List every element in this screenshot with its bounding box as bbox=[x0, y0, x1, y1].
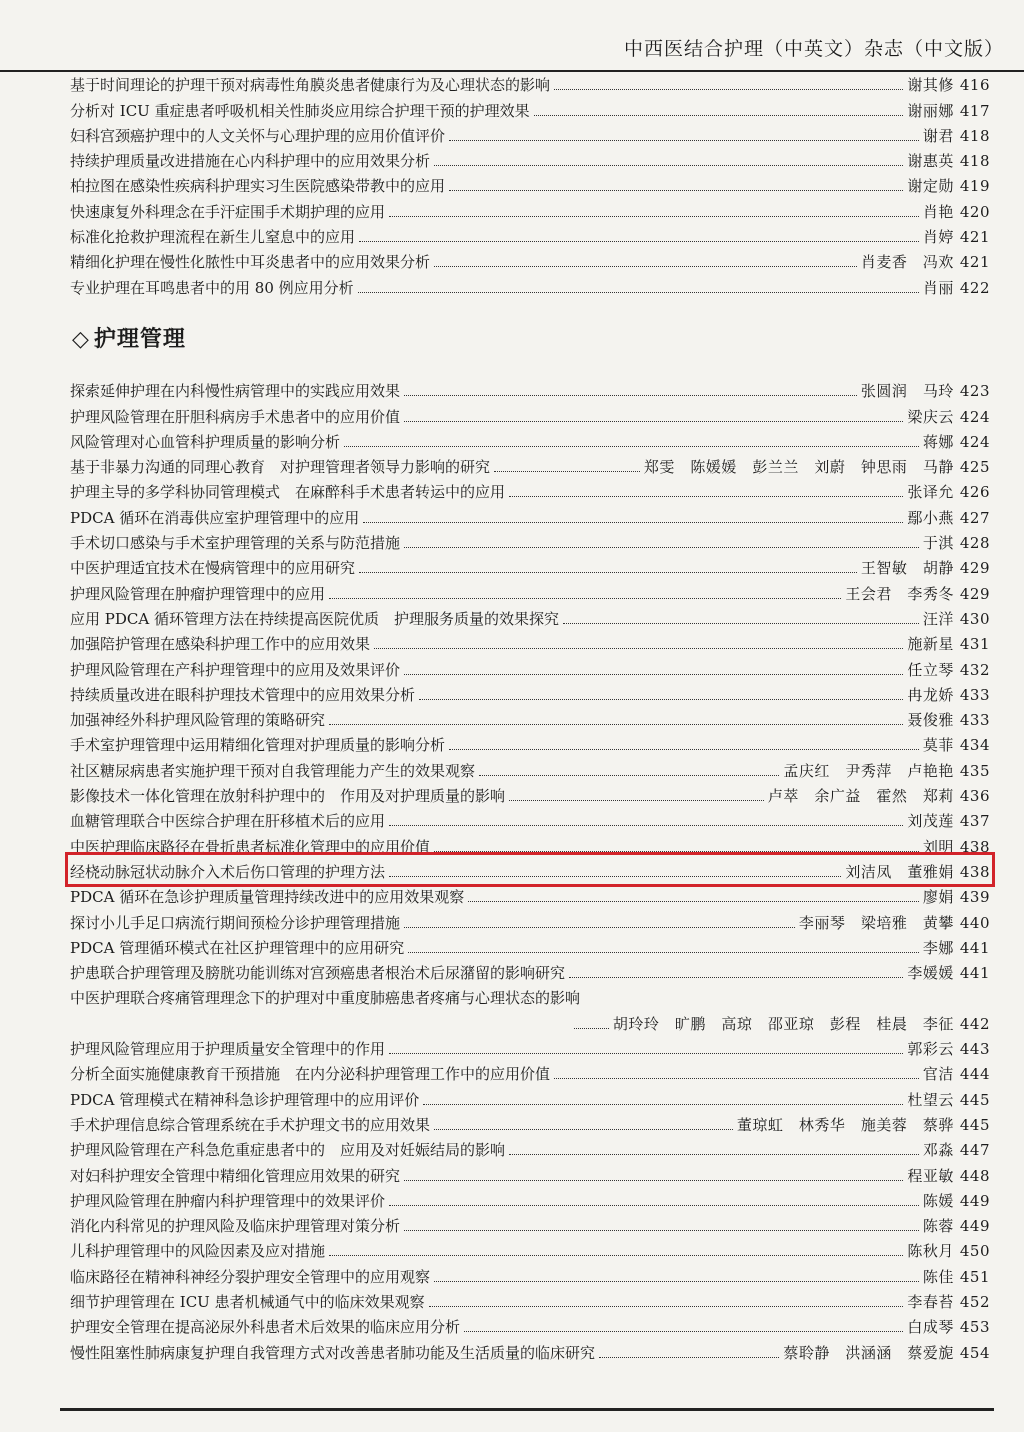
entry-page-number: 440 bbox=[959, 913, 990, 932]
entry-title: 探讨小儿手足口病流行期间预检分诊护理管理措施 bbox=[70, 913, 401, 932]
toc-list-management bbox=[70, 376, 990, 1363]
entry-page-number: 418 bbox=[959, 152, 990, 171]
toc-entry bbox=[70, 95, 990, 120]
footer-rule bbox=[60, 1408, 994, 1411]
journal-title: 中西医结合护理（中英文）杂志（中文版） bbox=[623, 38, 1004, 60]
dot-leader bbox=[404, 1179, 903, 1181]
entry-page-number: 450 bbox=[959, 1242, 990, 1261]
toc-entry bbox=[70, 654, 990, 679]
toc-entry bbox=[70, 247, 990, 272]
entry-page-number: 448 bbox=[959, 1166, 990, 1185]
dot-leader bbox=[329, 723, 903, 725]
entry-title: 护理风险管理在肝胆科病房手术患者中的应用价值 bbox=[70, 407, 401, 426]
entry-title: 消化内科常见的护理风险及临床护理管理对策分析 bbox=[70, 1217, 401, 1236]
entry-title: 对妇科护理安全管理中精细化管理应用效果的研究 bbox=[70, 1166, 401, 1185]
toc-entry bbox=[70, 831, 990, 856]
entry-page-number: 428 bbox=[959, 534, 990, 553]
dot-leader bbox=[434, 850, 919, 852]
dot-leader bbox=[569, 976, 903, 978]
entry-title: 护理风险管理应用于护理质量安全管理中的作用 bbox=[70, 1040, 386, 1059]
toc-entry bbox=[70, 1034, 990, 1059]
dot-leader bbox=[408, 951, 919, 953]
dot-leader bbox=[434, 164, 903, 166]
entry-title: 应用 PDCA 循环管理方法在持续提高医院优质 护理服务质量的效果探究 bbox=[70, 609, 559, 628]
dot-leader bbox=[359, 240, 919, 242]
toc-entry bbox=[70, 1287, 990, 1312]
entry-title: 手术切口感染与手术室护理管理的关系与防范措施 bbox=[70, 534, 401, 553]
entry-page-number: 424 bbox=[959, 407, 990, 426]
entry-authors: 孟庆红 尹秀萍 卢艳艳 bbox=[783, 761, 954, 780]
toc-entry bbox=[70, 933, 990, 958]
toc-entry bbox=[70, 1211, 990, 1236]
entry-title: 中医护理适宜技术在慢病管理中的应用研究 bbox=[70, 559, 356, 578]
entry-page-number: 444 bbox=[959, 1065, 990, 1084]
dot-leader bbox=[329, 1254, 903, 1256]
dot-leader bbox=[434, 265, 857, 267]
toc-entry bbox=[70, 1186, 990, 1211]
entry-page-number: 441 bbox=[959, 964, 990, 983]
entry-page-number: 438 bbox=[959, 837, 990, 856]
toc-entry bbox=[70, 1135, 990, 1160]
entry-page-number: 438 bbox=[959, 862, 990, 881]
toc-entry bbox=[70, 1160, 990, 1185]
entry-authors: 任立琴 bbox=[907, 660, 954, 679]
entry-page-number: 449 bbox=[959, 1191, 990, 1210]
entry-authors: 陈媛 bbox=[922, 1191, 954, 1210]
page-header bbox=[0, 30, 1024, 72]
entry-title: 手术室护理管理中运用精细化管理对护理质量的影响分析 bbox=[70, 736, 446, 755]
entry-page-number: 435 bbox=[959, 761, 990, 780]
dot-leader bbox=[389, 215, 919, 217]
toc-entry bbox=[70, 755, 990, 780]
dot-leader bbox=[329, 597, 841, 599]
toc-entry bbox=[70, 907, 990, 932]
entry-title: 专业护理在耳鸣患者中的用 80 例应用分析 bbox=[70, 278, 354, 297]
entry-page-number: 421 bbox=[959, 253, 990, 272]
entry-title: 细节护理管理在 ICU 患者机械通气中的临床效果观察 bbox=[70, 1292, 425, 1311]
toc-entry bbox=[70, 882, 990, 907]
entry-page-number: 418 bbox=[959, 126, 990, 145]
toc-entry bbox=[70, 958, 990, 983]
dot-leader bbox=[404, 926, 795, 928]
toc-entry bbox=[70, 629, 990, 654]
dot-leader bbox=[434, 1128, 733, 1130]
dot-leader bbox=[419, 698, 903, 700]
entry-title: 中医护理联合疼痛管理理念下的护理对中重度肺癌患者疼痛与心理状态的影响 bbox=[70, 989, 581, 1008]
entry-title: 快速康复外科理念在手汗症围手术期护理的应用 bbox=[70, 202, 386, 221]
entry-authors: 刘明 bbox=[922, 837, 954, 856]
dot-leader bbox=[599, 1356, 779, 1358]
dot-leader bbox=[534, 114, 904, 116]
entry-title: 护理风险管理在肿瘤内科护理管理中的效果评价 bbox=[70, 1191, 386, 1210]
entry-title: 血糖管理联合中医综合护理在肝移植术后的应用 bbox=[70, 812, 386, 831]
toc-entry bbox=[70, 806, 990, 831]
dot-leader bbox=[359, 571, 857, 573]
toc-entry bbox=[70, 146, 990, 171]
entry-authors: 程亚敏 bbox=[907, 1166, 954, 1185]
entry-page-number: 433 bbox=[959, 685, 990, 704]
toc-entry bbox=[70, 70, 990, 95]
entry-page-number: 429 bbox=[959, 559, 990, 578]
dot-leader bbox=[449, 748, 919, 750]
entry-title: PDCA 管理模式在精神科急诊护理管理中的应用评价 bbox=[70, 1090, 420, 1109]
dot-leader bbox=[423, 1103, 903, 1105]
entry-page-number: 421 bbox=[959, 228, 990, 247]
toc-entry bbox=[70, 477, 990, 502]
entry-page-number: 436 bbox=[959, 787, 990, 806]
toc-list-top bbox=[70, 70, 990, 298]
entry-title: 探索延伸护理在内科慢性病管理中的实践应用效果 bbox=[70, 382, 401, 401]
entry-page-number: 416 bbox=[959, 76, 990, 95]
entry-page-number: 452 bbox=[959, 1292, 990, 1311]
entry-page-number: 443 bbox=[959, 1040, 990, 1059]
entry-page-number: 430 bbox=[959, 609, 990, 628]
entry-authors: 董琼虹 林秀华 施美蓉 蔡骅 bbox=[736, 1115, 954, 1134]
entry-authors: 李娜 bbox=[922, 938, 954, 957]
entry-authors: 肖艳 bbox=[922, 202, 954, 221]
entry-authors: 谢君 bbox=[922, 126, 954, 145]
dot-leader bbox=[344, 445, 919, 447]
entry-authors: 胡玲玲 旷鹏 高琼 邵亚琼 彭程 桂晨 李征 bbox=[612, 1014, 954, 1033]
entry-title: 加强陪护管理在感染科护理工作中的应用效果 bbox=[70, 635, 371, 654]
entry-authors: 廖娟 bbox=[922, 888, 954, 907]
entry-authors: 施新星 bbox=[907, 635, 954, 654]
entry-title: 中医护理临床路径在骨折患者标准化管理中的应用价值 bbox=[70, 837, 431, 856]
toc-entry bbox=[70, 171, 990, 196]
entry-page-number: 432 bbox=[959, 660, 990, 679]
entry-authors: 莫菲 bbox=[922, 736, 954, 755]
entry-title: 精细化护理在慢性化脓性中耳炎患者中的应用效果分析 bbox=[70, 253, 431, 272]
toc-entry bbox=[70, 222, 990, 247]
entry-title: 护患联合护理管理及膀胱功能训练对宫颈癌患者根治术后尿潴留的影响研究 bbox=[70, 964, 566, 983]
entry-page-number: 447 bbox=[959, 1141, 990, 1160]
dot-leader bbox=[509, 1153, 919, 1155]
toc-entry bbox=[70, 983, 990, 1008]
entry-page-number: 424 bbox=[959, 432, 990, 451]
entry-title: 手术护理信息综合管理系统在手术护理文书的应用效果 bbox=[70, 1115, 431, 1134]
toc-entry bbox=[70, 1337, 990, 1362]
dot-leader bbox=[389, 875, 841, 877]
entry-title: 持续护理质量改进措施在心内科护理中的应用效果分析 bbox=[70, 152, 431, 171]
entry-authors: 谢惠英 bbox=[907, 152, 954, 171]
toc-entry bbox=[70, 121, 990, 146]
dot-leader bbox=[509, 799, 764, 801]
entry-page-number: 445 bbox=[959, 1115, 990, 1134]
entry-title: 分析对 ICU 重症患者呼吸机相关性肺炎应用综合护理干预的护理效果 bbox=[70, 101, 530, 120]
entry-page-number: 429 bbox=[959, 584, 990, 603]
dot-leader bbox=[494, 470, 640, 472]
entry-title: 慢性阻塞性肺病康复护理自我管理方式对改善患者肺功能及生活质量的临床研究 bbox=[70, 1343, 596, 1362]
entry-authors: 张圆润 马玲 bbox=[860, 382, 954, 401]
entry-authors: 聂俊雅 bbox=[907, 711, 954, 730]
entry-title: 临床路径在精神科神经分裂护理安全管理中的应用观察 bbox=[70, 1267, 431, 1286]
entry-authors: 蔡聆静 洪涵涵 蔡爱旎 bbox=[783, 1343, 954, 1362]
entry-authors: 李媛媛 bbox=[907, 964, 954, 983]
diamond-icon: ◇ bbox=[72, 327, 90, 352]
entry-page-number: 417 bbox=[959, 101, 990, 120]
entry-title: 护理风险管理在产科急危重症患者中的 应用及对妊娠结局的影响 bbox=[70, 1141, 506, 1160]
entry-page-number: 431 bbox=[959, 635, 990, 654]
entry-authors: 杜望云 bbox=[907, 1090, 954, 1109]
entry-title: 经桡动脉冠状动脉介入术后伤口管理的护理方法 bbox=[70, 862, 386, 881]
dot-leader bbox=[358, 291, 919, 293]
toc-entry bbox=[70, 604, 990, 629]
entry-page-number: 439 bbox=[959, 888, 990, 907]
dot-leader bbox=[389, 824, 903, 826]
toc-entry bbox=[70, 401, 990, 426]
entry-authors: 谢其修 bbox=[907, 76, 954, 95]
entry-page-number: 427 bbox=[959, 508, 990, 527]
entry-authors: 肖麦香 冯欢 bbox=[860, 253, 954, 272]
toc-entry bbox=[70, 272, 990, 297]
entry-authors: 郭彩云 bbox=[907, 1040, 954, 1059]
toc-entry bbox=[70, 376, 990, 401]
entry-page-number: 449 bbox=[959, 1217, 990, 1236]
entry-page-number: 454 bbox=[959, 1343, 990, 1362]
entry-authors: 鄢小燕 bbox=[907, 508, 954, 527]
toc-entry bbox=[70, 528, 990, 553]
entry-title: 影像技术一体化管理在放射科护理中的 作用及对护理质量的影响 bbox=[70, 787, 506, 806]
dot-leader bbox=[468, 900, 919, 902]
toc-entry bbox=[70, 427, 990, 452]
dot-leader bbox=[404, 673, 903, 675]
toc-entry bbox=[70, 553, 990, 578]
entry-authors: 陈蓉 bbox=[922, 1217, 954, 1236]
dot-leader bbox=[404, 546, 919, 548]
entry-title: 儿科护理管理中的风险因素及应对措施 bbox=[70, 1242, 326, 1261]
entry-authors: 谢丽娜 bbox=[907, 101, 954, 120]
entry-authors: 于淇 bbox=[922, 534, 954, 553]
entry-page-number: 423 bbox=[959, 382, 990, 401]
dot-leader bbox=[404, 1229, 919, 1231]
dot-leader bbox=[429, 1305, 904, 1307]
entry-authors: 陈秋月 bbox=[907, 1242, 954, 1261]
dot-leader bbox=[563, 622, 919, 624]
entry-title: PDCA 循环在消毒供应室护理管理中的应用 bbox=[70, 508, 360, 527]
entry-authors: 梁庆云 bbox=[907, 407, 954, 426]
dot-leader bbox=[574, 1027, 609, 1029]
dot-leader bbox=[434, 1280, 919, 1282]
entry-title: 妇科宫颈癌护理中的人文关怀与心理护理的应用价值评价 bbox=[70, 126, 446, 145]
entry-authors: 陈佳 bbox=[922, 1267, 954, 1286]
toc-entry bbox=[70, 1312, 990, 1337]
section-title: 护理管理 bbox=[93, 327, 186, 352]
toc-entry bbox=[70, 1008, 990, 1033]
toc-entry bbox=[70, 578, 990, 603]
entry-authors: 王智敏 胡静 bbox=[860, 559, 954, 578]
toc-entry bbox=[70, 1059, 990, 1084]
toc-entry-highlighted bbox=[70, 857, 990, 882]
toc-entry bbox=[70, 196, 990, 221]
entry-authors: 李丽琴 梁培雅 黄攀 bbox=[798, 913, 954, 932]
entry-page-number: 441 bbox=[959, 938, 990, 957]
toc-entry bbox=[70, 1261, 990, 1286]
entry-page-number: 445 bbox=[959, 1090, 990, 1109]
entry-title: 分析全面实施健康教育干预措施 在内分泌科护理管理工作中的应用价值 bbox=[70, 1065, 551, 1084]
dot-leader bbox=[449, 189, 903, 191]
entry-authors: 卢萃 余广益 霍然 郑莉 bbox=[767, 787, 954, 806]
toc-entry bbox=[70, 1084, 990, 1109]
section-header bbox=[72, 322, 186, 353]
dot-leader bbox=[509, 495, 903, 497]
entry-page-number: 451 bbox=[959, 1267, 990, 1286]
dot-leader bbox=[464, 1330, 903, 1332]
toc-entry bbox=[70, 680, 990, 705]
entry-authors: 王会君 李秀冬 bbox=[845, 584, 954, 603]
entry-authors: 白成琴 bbox=[907, 1318, 954, 1337]
toc-entry bbox=[70, 452, 990, 477]
entry-page-number: 422 bbox=[959, 278, 990, 297]
entry-title: 社区糖尿病患者实施护理干预对自我管理能力产生的效果观察 bbox=[70, 761, 476, 780]
dot-leader bbox=[374, 647, 903, 649]
entry-authors: 郑雯 陈媛媛 彭兰兰 刘蔚 钟思雨 马静 bbox=[643, 458, 954, 477]
entry-page-number: 442 bbox=[959, 1014, 990, 1033]
dot-leader bbox=[389, 1052, 903, 1054]
entry-authors: 蒋娜 bbox=[922, 432, 954, 451]
entry-page-number: 433 bbox=[959, 711, 990, 730]
entry-title: 风险管理对心血管科护理质量的影响分析 bbox=[70, 432, 341, 451]
entry-authors: 谢定勋 bbox=[907, 177, 954, 196]
entry-authors: 肖婷 bbox=[922, 228, 954, 247]
dot-leader bbox=[554, 1077, 919, 1079]
entry-title: 基于非暴力沟通的同理心教育 对护理管理者领导力影响的研究 bbox=[70, 458, 491, 477]
entry-page-number: 420 bbox=[959, 202, 990, 221]
entry-authors: 刘洁凤 董雅娟 bbox=[845, 862, 954, 881]
toc-entry bbox=[70, 502, 990, 527]
entry-title: 加强神经外科护理风险管理的策略研究 bbox=[70, 711, 326, 730]
entry-title: 柏拉图在感染性疾病科护理实习生医院感染带教中的应用 bbox=[70, 177, 446, 196]
entry-title: 标准化抢救护理流程在新生儿窒息中的应用 bbox=[70, 228, 356, 247]
entry-authors: 李春苔 bbox=[907, 1292, 954, 1311]
dot-leader bbox=[554, 88, 903, 90]
entry-authors: 刘茂莲 bbox=[907, 812, 954, 831]
dot-leader bbox=[449, 139, 919, 141]
toc-entry bbox=[70, 781, 990, 806]
entry-page-number: 437 bbox=[959, 812, 990, 831]
toc-entry bbox=[70, 730, 990, 755]
dot-leader bbox=[479, 774, 779, 776]
entry-title: 护理风险管理在产科护理管理中的应用及效果评价 bbox=[70, 660, 401, 679]
entry-title: PDCA 循环在急诊护理质量管理持续改进中的应用效果观察 bbox=[70, 888, 465, 907]
dot-leader bbox=[389, 1204, 919, 1206]
dot-leader bbox=[363, 521, 903, 523]
dot-leader bbox=[404, 420, 903, 422]
entry-title: 基于时间理论的护理干预对病毒性角膜炎患者健康行为及心理状态的影响 bbox=[70, 76, 551, 95]
entry-authors: 张译允 bbox=[907, 483, 954, 502]
entry-authors: 冉龙娇 bbox=[907, 685, 954, 704]
entry-page-number: 419 bbox=[959, 177, 990, 196]
entry-title: 护理风险管理在肿瘤护理管理中的应用 bbox=[70, 584, 326, 603]
toc-entry bbox=[70, 705, 990, 730]
entry-authors: 邓淼 bbox=[922, 1141, 954, 1160]
entry-authors: 官洁 bbox=[922, 1065, 954, 1084]
entry-authors: 汪洋 bbox=[922, 609, 954, 628]
entry-title: 护理安全管理在提高泌尿外科患者术后效果的临床应用分析 bbox=[70, 1318, 461, 1337]
entry-page-number: 425 bbox=[959, 458, 990, 477]
entry-title: 护理主导的多学科协同管理模式 在麻醉科手术患者转运中的应用 bbox=[70, 483, 506, 502]
entry-title: 持续质量改进在眼科护理技术管理中的应用效果分析 bbox=[70, 685, 416, 704]
entry-page-number: 434 bbox=[959, 736, 990, 755]
toc-entry bbox=[70, 1236, 990, 1261]
entry-authors: 肖丽 bbox=[922, 278, 954, 297]
entry-page-number: 426 bbox=[959, 483, 990, 502]
entry-page-number: 453 bbox=[959, 1318, 990, 1337]
dot-leader bbox=[404, 394, 857, 396]
toc-entry bbox=[70, 1110, 990, 1135]
entry-title: PDCA 管理循环模式在社区护理管理中的应用研究 bbox=[70, 938, 405, 957]
